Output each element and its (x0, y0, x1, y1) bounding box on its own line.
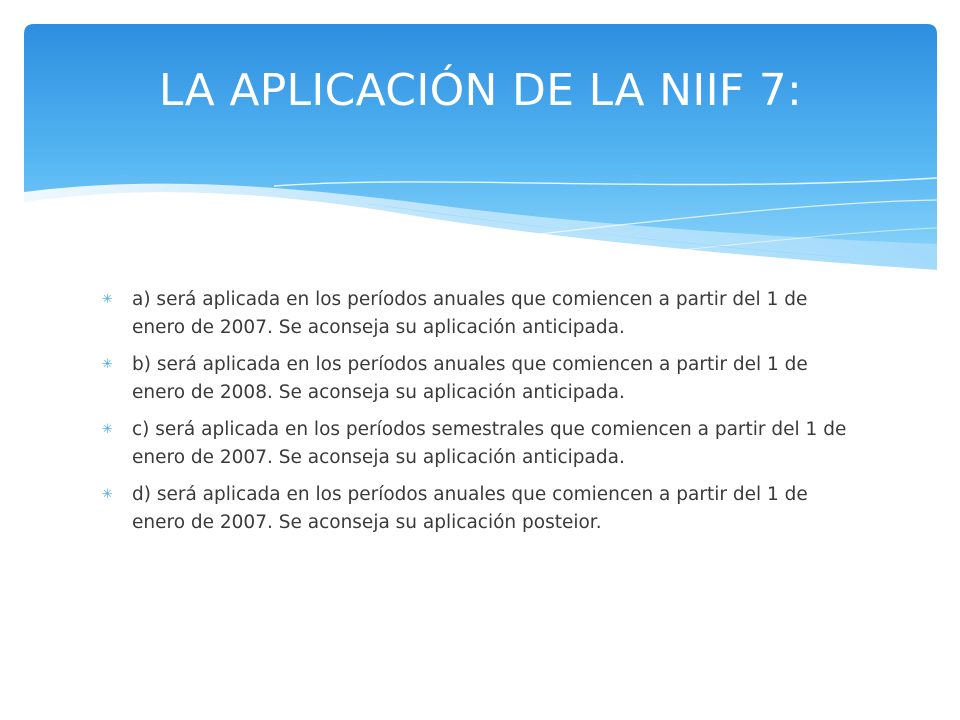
bullet-list (100, 286, 860, 546)
asterisk-bullet-icon: ✳ (102, 292, 113, 307)
list-item (100, 286, 860, 342)
asterisk-bullet-icon: ✳ (102, 357, 113, 372)
list-item (100, 351, 860, 407)
asterisk-bullet-icon: ✳ (102, 487, 113, 502)
asterisk-bullet-icon: ✳ (102, 422, 113, 437)
bullet-text: c) será aplicada en los períodos semestrales que comiencen a partir del 1 de enero de 2007. Se aconseja su aplicación anticipada. (132, 419, 847, 468)
list-item (100, 481, 860, 537)
list-item (100, 416, 860, 472)
header-band (24, 24, 937, 270)
header-wave-graphic (24, 24, 937, 270)
bullet-text: b) será aplicada en los períodos anuales que comiencen a partir del 1 de enero de 2008. Se aconseja su aplicación anticipada. (132, 354, 808, 403)
bullet-text: d) será aplicada en los períodos anuales que comiencen a partir del 1 de enero de 2007. Se aconseja su aplicación posteior. (132, 484, 808, 533)
bullet-text: a) será aplicada en los períodos anuales que comiencen a partir del 1 de enero de 2007. Se aconseja su aplicación anticipada. (132, 289, 808, 338)
slide-title: LA APLICACIÓN DE LA NIIF 7: (158, 65, 803, 116)
